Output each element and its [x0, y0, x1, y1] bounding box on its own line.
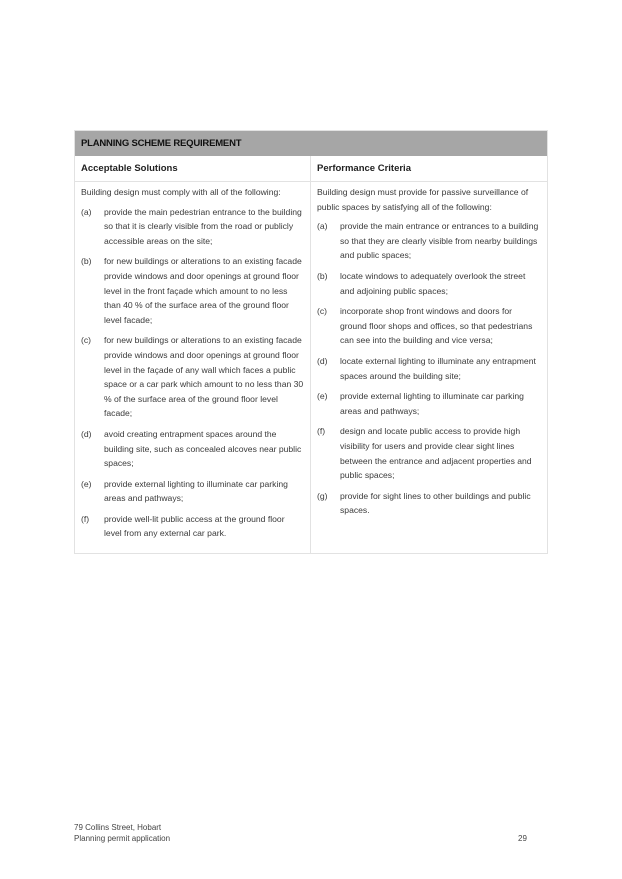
list-item: [81, 477, 304, 506]
list-item: [317, 269, 541, 298]
acceptable-solutions-body: [75, 182, 310, 553]
item-label: (b): [317, 270, 328, 281]
item-text: provide the main pedestrian entrance to the building so that it is clearly visible from the road or publicly accessible areas on the site;: [104, 206, 302, 246]
requirements-table: [74, 130, 548, 554]
acceptable-solutions-intro: Building design must comply with all of the following:: [81, 187, 281, 197]
table-columns: [75, 156, 547, 553]
list-item: [81, 512, 304, 541]
item-text: provide external lighting to illuminate car parking areas and pathways;: [104, 478, 288, 504]
performance-criteria-body: [311, 182, 547, 530]
item-label: (g): [317, 490, 328, 501]
acceptable-solutions-title: Acceptable Solutions: [75, 156, 310, 182]
item-label: (d): [81, 428, 92, 439]
item-label: (a): [317, 221, 328, 232]
item-text: incorporate shop front windows and doors for ground floor shops and offices, so that pedestrians can see into the building and vice versa;: [340, 306, 533, 346]
item-label: (f): [81, 513, 90, 524]
item-text: locate external lighting to illuminate any entrapment spaces around the building site;: [340, 355, 536, 381]
list-item: [81, 205, 304, 249]
footer-subtitle: Planning permit application: [74, 834, 171, 843]
page-number: 29: [518, 834, 527, 843]
item-label: (c): [317, 306, 328, 317]
list-item: [317, 424, 541, 482]
item-text: for new buildings or alterations to an existing facade provide windows and door openings at ground floor level in the front façade which amount to no less than 40 % of the surface area of the ground floor level facade;: [104, 256, 302, 325]
performance-criteria-column: [311, 156, 547, 553]
item-label: (b): [81, 256, 92, 267]
item-text: provide for sight lines to other buildings and public spaces.: [340, 490, 531, 516]
item-text: provide the main entrance or entrances to a building so that they are clearly visible from nearby buildings and public spaces;: [340, 221, 539, 261]
item-label: (f): [317, 426, 326, 437]
list-item: [317, 489, 541, 518]
item-label: (e): [81, 478, 92, 489]
list-item: [81, 427, 304, 471]
item-label: (e): [317, 391, 328, 402]
item-text: avoid creating entrapment spaces around the building site, such as concealed alcoves near public spaces;: [104, 428, 302, 469]
list-item: [317, 354, 541, 383]
item-label: (d): [317, 355, 328, 366]
item-text: locate windows to adequately overlook the street and adjoining public spaces;: [340, 270, 526, 296]
acceptable-solutions-column: [75, 156, 311, 553]
page-footer: [74, 822, 170, 844]
performance-criteria-title: Performance Criteria: [311, 156, 547, 182]
list-item: [317, 304, 541, 348]
footer-address: 79 Collins Street, Hobart: [74, 823, 162, 832]
list-item: [81, 333, 304, 421]
item-text: provide well-lit public access at the ground floor level from any external car park.: [104, 513, 285, 539]
list-item: [317, 389, 541, 418]
list-item: [81, 254, 304, 327]
item-text: provide external lighting to illuminate car parking areas and pathways;: [340, 391, 524, 416]
item-label: (a): [81, 206, 92, 217]
item-text: design and locate public access to provide high visibility for users and provide clear sight lines between the entrance and adjacent properties and public spaces;: [340, 426, 532, 481]
performance-criteria-intro: Building design must provide for passive surveillance of public spaces by satisfying all of the following:: [317, 187, 529, 212]
list-item: [317, 219, 541, 263]
item-text: for new buildings or alterations to an existing facade provide windows and door openings at ground floor level in the façade of any wall which faces a public space or a car park which amount to no less than 30 % of the surface area of the ground floor level facade;: [104, 335, 304, 419]
item-label: (c): [81, 335, 92, 346]
table-header: PLANNING SCHEME REQUIREMENT: [75, 131, 547, 156]
